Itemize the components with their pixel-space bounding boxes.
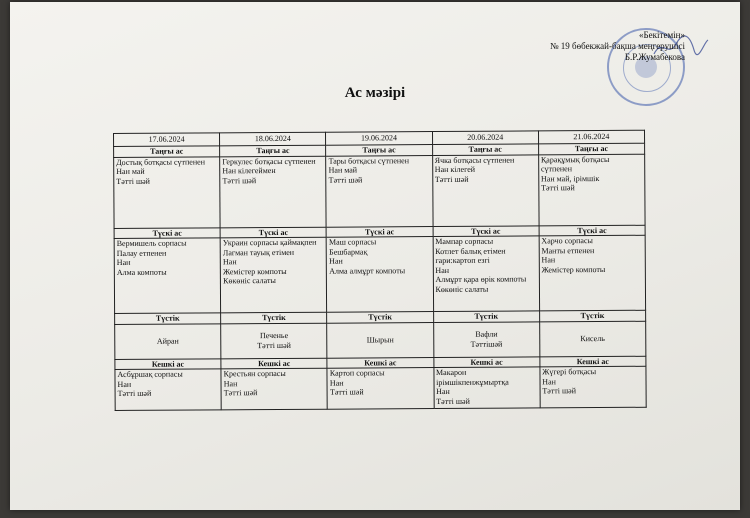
meal-label: Түстік <box>115 313 221 324</box>
meal-label: Таңғы ас <box>220 145 326 156</box>
dish-item: Қарақұмық ботқасы сүтпенен <box>540 154 610 174</box>
dish-item: Көкөніс салаты <box>223 276 276 286</box>
dish-item: Печенье <box>259 330 289 341</box>
dish-item: Айран <box>156 336 179 346</box>
dish-item: Нан <box>117 379 132 389</box>
dish-item: Алма алмұрт компоты <box>329 265 406 276</box>
dish-cell <box>220 156 327 228</box>
dish-item: Нан <box>116 257 131 267</box>
dish-item: Нан май, ірімшік <box>541 173 600 183</box>
dish-item: Тәтті шәй <box>117 388 152 398</box>
meal-label: Таңғы ас <box>432 144 538 155</box>
dish-item: Макарон ірімшікпенжұмыртқа <box>436 367 509 387</box>
dish-item: Асбұршақ сорпасы <box>117 369 183 379</box>
dish-cell <box>327 368 433 410</box>
dish-cell <box>115 323 221 359</box>
dish-item: Бешбармақ <box>329 246 368 257</box>
dish-item: Харчо сорпасы <box>541 236 593 246</box>
dishes-row-breakfast <box>114 154 645 228</box>
dish-item: Нан <box>541 255 556 265</box>
meal-label: Таңғы ас <box>538 143 644 154</box>
dish-item: Нан <box>329 256 343 266</box>
dish-cell <box>433 236 540 312</box>
dish-item: Тәтті шәй <box>222 175 257 185</box>
dish-item: Достық ботқасы сүтпенен <box>116 156 205 167</box>
dish-cell <box>432 154 539 226</box>
dish-cell <box>539 235 646 311</box>
dish-cell <box>434 367 540 409</box>
approval-block <box>550 30 685 63</box>
dish-item: Шырын <box>366 335 394 345</box>
dish-item: Нан май <box>116 166 145 176</box>
date-cell: 17.06.2024 <box>114 133 220 147</box>
dish-item: Тәтті шәй <box>434 174 469 184</box>
meal-label: Кешкі ас <box>115 358 221 369</box>
approval-signatory: Б.Р.Жумабекова <box>624 52 685 62</box>
dish-cell <box>114 156 221 228</box>
dish-cell <box>221 368 327 410</box>
dish-item: Маш сорпасы <box>329 237 377 247</box>
dish-item: Кисель <box>580 333 605 343</box>
dish-item: Манты етпенен <box>541 245 595 255</box>
dish-cell <box>115 369 221 411</box>
approval-position: № 19 бөбекжай-бақша меңгерушісі <box>549 41 685 51</box>
dish-item: Тәтті шәй <box>257 340 291 350</box>
dish-item: Нан <box>223 378 238 388</box>
page-title: Ас мәзірі <box>344 85 406 101</box>
dishes-row-lunch <box>114 235 645 313</box>
date-cell: 20.06.2024 <box>432 131 538 145</box>
menu-table <box>113 130 647 411</box>
dish-item: Тәтті шәй <box>328 174 363 185</box>
dish-cell <box>433 321 539 357</box>
date-cell: 21.06.2024 <box>538 130 644 144</box>
menu-document <box>10 2 740 510</box>
dish-cell <box>538 154 645 226</box>
dish-item: Мампар сорпасы <box>435 236 494 247</box>
meal-label: Түстік <box>221 312 327 323</box>
dish-cell <box>540 366 646 408</box>
dish-item: Нан <box>329 378 344 388</box>
dish-item: Нан кілегей <box>434 164 476 175</box>
dish-item: Көкөніс салаты <box>435 284 489 294</box>
meal-label: Таңғы ас <box>326 145 432 156</box>
dish-item: Палау етпенен <box>116 248 167 258</box>
meal-label: Кешкі ас <box>221 358 327 369</box>
dish-cell <box>327 322 433 358</box>
dish-item: Тәтті шәй <box>436 396 470 406</box>
dish-item: Тары ботқасы сүтпенен <box>328 155 410 166</box>
dish-item: Алма компоты <box>116 267 167 277</box>
approval-heading: «Бекітемін» <box>639 30 685 40</box>
meal-label: Кешкі ас <box>540 356 646 367</box>
date-cell: 18.06.2024 <box>220 132 326 146</box>
dishes-row-snack <box>115 321 646 359</box>
dish-item: Жемістер компоты <box>223 266 287 276</box>
meal-label: Кешкі ас <box>433 356 539 367</box>
dish-cell <box>114 238 221 314</box>
dish-item: Ячка ботқасы сүтпенен <box>434 155 515 165</box>
dish-item: Нан май <box>328 165 358 175</box>
dish-item: Котлет балық етімен гари:картоп езгі <box>435 246 506 266</box>
meal-label: Түскі ас <box>114 227 220 238</box>
dish-item: Картоп сорпасы <box>329 368 385 378</box>
dish-item: Тәттішәй <box>470 339 503 349</box>
dishes-row-dinner <box>115 366 646 410</box>
dish-cell <box>326 155 433 227</box>
dish-item: Жүгері ботқасы <box>542 367 597 377</box>
dish-item: Нан <box>436 386 450 397</box>
dish-item: Тәтті шәй <box>329 387 364 397</box>
dish-item: Нан <box>435 265 450 275</box>
dish-cell <box>220 237 327 313</box>
dish-item: Тәтті шәй <box>223 388 258 398</box>
dish-cell <box>221 323 327 359</box>
dish-item: Алмұрт қара өрік компоты <box>435 274 527 285</box>
dish-item: Вафли <box>475 329 498 339</box>
dish-item: Украин сорпасы қаймақпен <box>222 237 317 248</box>
dish-item: Тәтті шәй <box>116 176 150 186</box>
meal-label: Түскі ас <box>539 225 645 236</box>
meal-label: Түскі ас <box>433 225 539 236</box>
dish-cell <box>327 237 434 313</box>
date-cell: 19.06.2024 <box>326 132 432 146</box>
dish-item: Жемістер компоты <box>541 264 606 274</box>
dish-item: Нан кілегеймен <box>222 166 276 176</box>
meal-label: Түстік <box>433 311 539 322</box>
dish-item: Крестьян сорпасы <box>223 368 286 379</box>
dish-item: Нан <box>542 376 556 386</box>
meal-label: Түстік <box>539 310 645 321</box>
meal-label: Түскі ас <box>326 226 432 237</box>
dish-item: Геркулес ботқасы сүтпенен <box>222 156 316 166</box>
meal-label: Таңғы ас <box>114 146 220 157</box>
meal-label: Түстік <box>327 312 433 323</box>
dish-item: Тәтті шәй <box>542 386 577 396</box>
dish-item: Тәтті шәй <box>541 183 575 193</box>
dish-item: Лагман тауық етімен <box>222 247 295 257</box>
dish-item: Вермишель сорпасы <box>116 238 187 248</box>
dish-item: Нан <box>222 257 237 267</box>
meal-label: Кешкі ас <box>327 357 433 368</box>
dish-cell <box>539 321 645 357</box>
meal-label: Түскі ас <box>220 227 326 238</box>
